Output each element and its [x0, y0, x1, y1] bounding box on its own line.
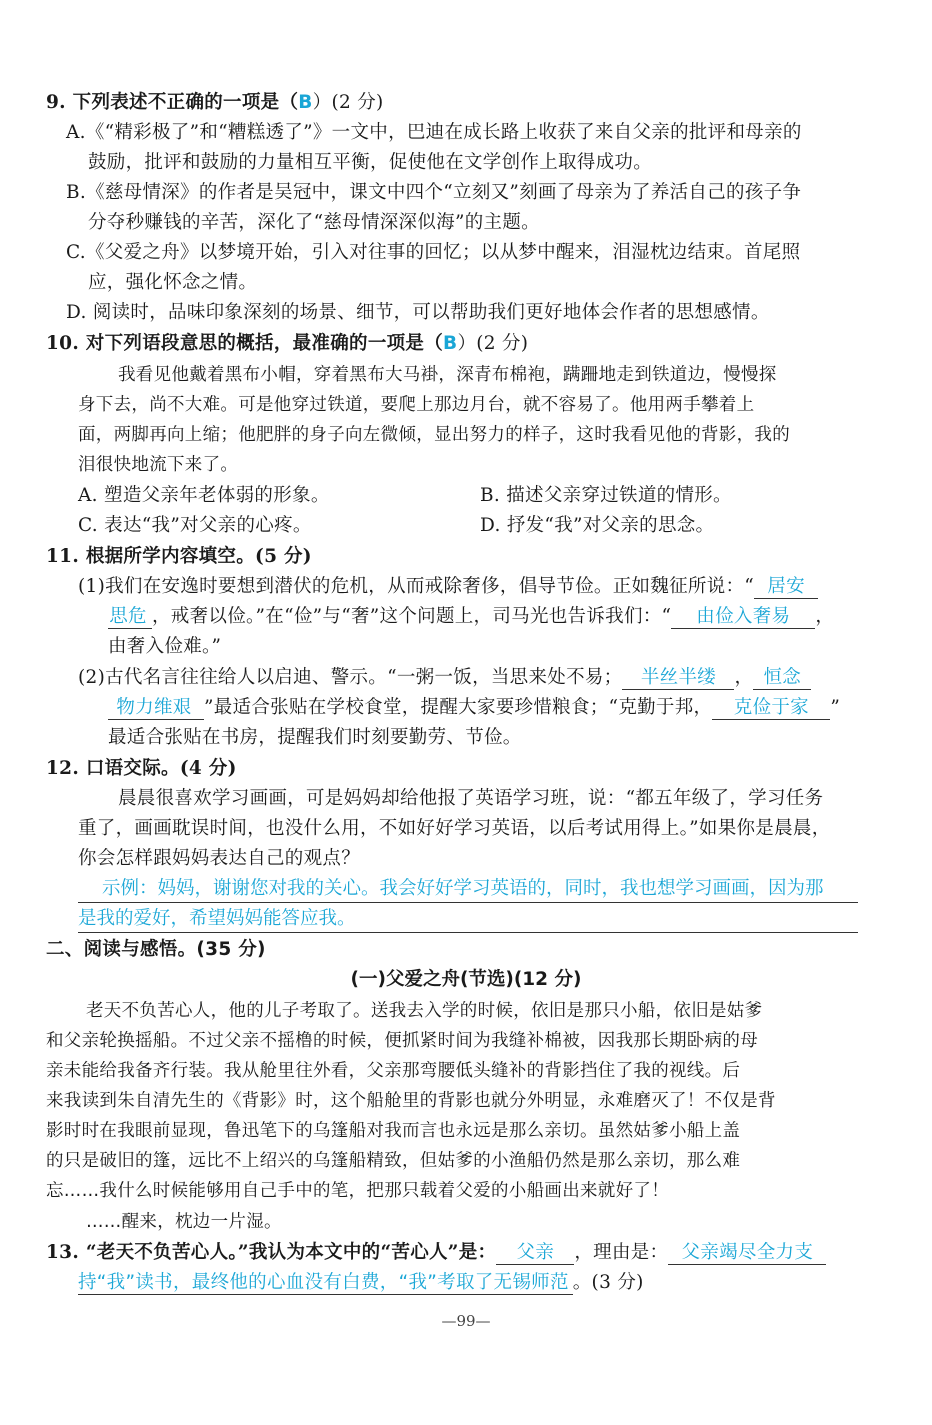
passage-line2: 和父亲轮换摇船。不过父亲不摇橹的时候，便抓紧时间为我缝补棉被，因我那长期卧病的母	[46, 1031, 758, 1051]
q11-blank-4a: 恒念	[753, 667, 811, 690]
q9-option-c-line1: C.《父爱之舟》以梦境开始，引入对往事的回忆；以从梦中醒来，泪湿枕边结束。首尾照	[66, 242, 801, 263]
passage-line7: 忘……我什么时候能够用自己手中的笔，把那只载着父爱的小船画出来就好了！	[46, 1181, 669, 1201]
q9-option-b-line2: 分夺秒赚钱的辛苦，深化了“慈母情深深似海”的主题。	[88, 212, 540, 233]
section2-title: 二、阅读与感悟。(35 分)	[46, 939, 266, 960]
q10-passage-line2: 身下去，尚不大难。可是他穿过铁道，要爬上那边月台，就不容易了。他用两手攀着上	[78, 395, 755, 415]
q10-passage-line1: 我看见他戴着黑布小帽，穿着黑布大马褂，深青布棉袍，蹒跚地走到铁道边，慢慢探	[118, 365, 777, 385]
q11-blank-3: 半丝半缕	[622, 667, 734, 690]
q9-option-a-line1: A.《“精彩极了”和“糟糕透了”》一文中，巴迪在成长路上收获了来自父亲的批评和母亲的	[66, 122, 802, 143]
q11-item1-line2: 思危 ，戒奢以俭。”在“俭”与“奢”这个问题上，司马光也告诉我们：“ 由俭入奢易 ，	[109, 606, 835, 627]
q10-stem: 10. 对下列语段意思的概括，最准确的一项是（B）(2 分)	[46, 333, 529, 354]
q11-item2-line2: 物力维艰 ”最适合张贴在学校食堂，提醒大家要珍惜粮食；“克勤于邦， 克俭于家 ”	[108, 695, 840, 721]
q9-answer: B	[298, 92, 313, 113]
passage-line5: 影时时在我眼前显现，鲁迅笔下的乌篷船对我而言也永远是那么亲切。虽然姑爹小船上盖	[46, 1121, 741, 1141]
q10-option-d: D. 抒发“我”对父亲的思念。	[480, 515, 715, 536]
q10-passage-line4: 泪很快地流下来了。	[78, 455, 239, 475]
q11-blank-2: 由俭入奢易	[671, 606, 815, 629]
q9-option-a-line2: 鼓励，批评和鼓励的力量相互平衡，促使他在文学创作上取得成功。	[88, 152, 653, 173]
q11-item2-line3: 最适合张贴在书房，提醒我们时刻要勤劳、节俭。	[108, 727, 522, 748]
q13-blank-1: 父亲	[496, 1242, 574, 1265]
q9-option-b-line1: B.《慈母情深》的作者是吴冠中，课文中四个“立刻又”刻画了母亲为了养活自己的孩子争	[66, 182, 802, 203]
q12-prompt-line2: 重了，画画耽误时间，也没什么用，不如好好学习英语，以后考试用得上。”如果你是晨晨，	[78, 818, 831, 839]
q9-option-c-line2: 应，强化怀念之情。	[88, 272, 258, 293]
passage-line1: 老天不负苦心人，他的儿子考取了。送我去入学的时候，依旧是那只小船，依旧是姑爹	[86, 1001, 763, 1021]
q10-option-c: C. 表达“我”对父亲的心疼。	[78, 515, 312, 536]
q11-item1-line3: 由奢入俭难。”	[108, 636, 222, 657]
q9-option-d: D. 阅读时，品味印象深刻的场景、细节，可以帮助我们更好地体会作者的思想感情。	[66, 302, 770, 323]
page-number: —99—	[441, 1312, 491, 1330]
passage-line4: 来我读到朱自清先生的《背影》时，这个船舱里的背影也就分外明显，永难磨灭了！不仅是背	[46, 1091, 776, 1111]
passage-line6: 的只是破旧的篷，远比不上绍兴的乌篷船精致，但姑爹的小渔船仍然是那么亲切，那么难	[46, 1151, 741, 1171]
q11-stem: 11. 根据所学内容填空。(5 分)	[46, 546, 312, 567]
q11-blank-4b: 物力维艰	[108, 697, 204, 720]
q13-line1: 13. “老天不负苦心人。”我认为本文中的“苦心人”是： 父亲 ，理由是： 父亲竭尽全力支	[46, 1240, 826, 1266]
q10-option-b: B. 描述父亲穿过铁道的情形。	[480, 485, 732, 506]
q10-passage-line3: 面，两脚再向上缩；他肥胖的身子向左微倾，显出努力的样子，这时我看见他的背影，我的	[78, 425, 790, 445]
q12-answer-line1: 示例：妈妈，谢谢您对我的关心。我会好好学习英语的，同时，我也想学习画画，因为那	[78, 876, 858, 903]
q12-stem: 12. 口语交际。(4 分)	[46, 758, 237, 779]
q11-blank-1a: 居安	[754, 576, 818, 599]
q11-item2-line1: (2)古代名言往往给人以启迪、警示。“一粥一饭，当思来处不易； 半丝半缕 ， 恒念	[78, 665, 811, 691]
q13-line2: 持“我”读书，最终他的心血没有白费，“我”考取了无锡师范 。(3 分)	[78, 1272, 644, 1293]
q12-answer-line2: 是我的爱好，希望妈妈能答应我。	[78, 906, 858, 933]
q13-blank-2a: 父亲竭尽全力支	[668, 1242, 826, 1265]
passage-line3: 亲未能给我备齐行装。我从舱里往外看，父亲那弯腰低头缝补的背影挡住了我的视线。后	[46, 1061, 741, 1081]
q9-stem: 9. 下列表述不正确的一项是（B）(2 分)	[46, 92, 384, 113]
q12-prompt-line3: 你会怎样跟妈妈表达自己的观点？	[78, 848, 361, 869]
section2-subtitle: (一)父爱之舟(节选)(12 分)	[350, 969, 582, 990]
passage-line8: ……醒来，枕边一片湿。	[86, 1212, 282, 1232]
q11-item1-line1: (1)我们在安逸时要想到潜伏的危机，从而戒除奢侈，倡导节俭。正如魏征所说：“ 居安	[78, 574, 818, 600]
q13-blank-2b: 持“我”读书，最终他的心血没有白费，“我”考取了无锡师范	[78, 1272, 573, 1295]
q10-answer: B	[443, 333, 458, 354]
q11-blank-5: 克俭于家	[712, 697, 830, 720]
q11-blank-1b: 思危	[108, 606, 152, 629]
q12-prompt-line1: 晨晨很喜欢学习画画，可是妈妈却给他报了英语学习班，说：“都五年级了，学习任务	[118, 788, 824, 809]
q10-option-a: A. 塑造父亲年老体弱的形象。	[78, 485, 330, 506]
